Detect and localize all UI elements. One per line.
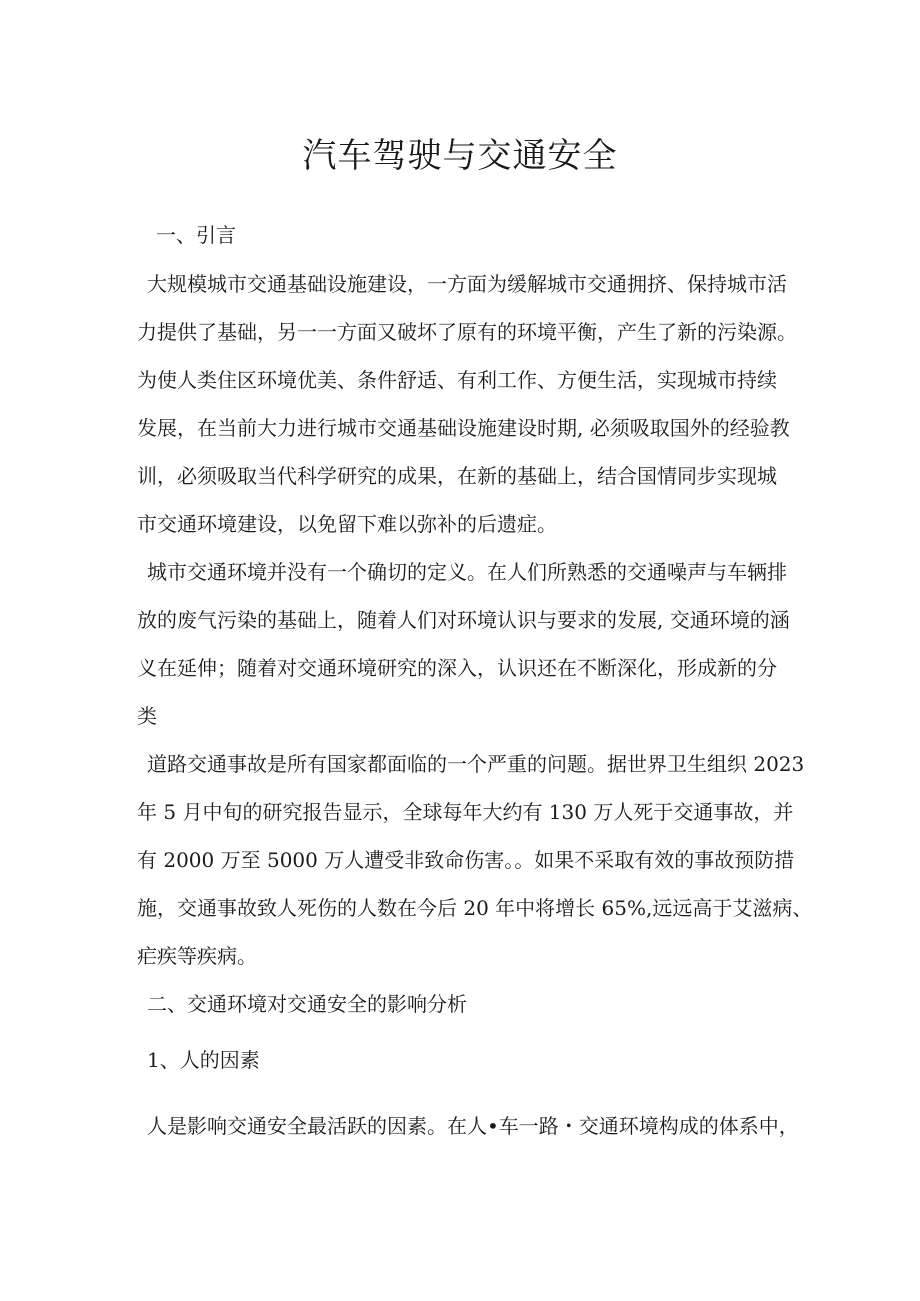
paragraph-3-line: 道路交通事故是所有国家都面临的一个严重的问题。据世界卫生组织 2023 <box>147 752 805 776</box>
paragraph-1-line: 为使人类住区环境优美、条件舒适、有利工作、方便生活，实现城市持续 <box>137 368 777 392</box>
paragraph-3-line: 疟疾等疾病。 <box>137 944 257 968</box>
paragraph-1-line: 市交通环境建设，以免留下难以弥补的后遗症。 <box>137 512 557 536</box>
paragraph-2-line: 城市交通环境并没有一个确切的定义。在人们所熟悉的交通噪声与车辆排 <box>147 560 787 584</box>
heading-section-2: 二、交通环境对交通安全的影响分析 <box>147 992 467 1016</box>
paragraph-2-line: 义在延伸；随着对交通环境研究的深入，认识还在不断深化，形成新的分 <box>137 656 777 680</box>
heading-human-factors: 1、人的因素 <box>147 1048 260 1072</box>
paragraph-3-line: 年 5 月中旬的研究报告显示，全球每年大约有 130 万人死于交通事故，并 <box>137 800 794 824</box>
heading-introduction: 一、引言 <box>156 223 236 247</box>
paragraph-2-line: 放的废气污染的基础上，随着人们对环境认识与要求的发展, 交通环境的涵 <box>137 608 790 632</box>
paragraph-4-line: 人是影响交通安全最活跃的因素。在人•车一路・交通环境构成的体系中， <box>147 1114 799 1138</box>
paragraph-1-line: 发展，在当前大力进行城市交通基础设施建设时期, 必须吸取国外的经验教 <box>137 416 790 440</box>
paragraph-1-line: 大规模城市交通基础设施建设，一方面为缓解城市交通拥挤、保持城市活 <box>147 272 787 296</box>
paragraph-3-line: 有 2000 万至 5000 万人遭受非致命伤害。。如果不采取有效的事故预防措 <box>137 848 795 872</box>
paragraph-3-line: 施，交通事故致人死伤的人数在今后 20 年中将增长 65%,远远高于艾滋病、 <box>137 896 813 920</box>
paragraph-2-line: 类 <box>137 704 157 728</box>
document-title: 汽车驾驶与交通安全 <box>302 136 618 176</box>
paragraph-1-line: 力提供了基础，另一一方面又破坏了原有的环境平衡，产生了新的污染源。 <box>137 320 797 344</box>
paragraph-1-line: 训，必须吸取当代科学研究的成果，在新的基础上，结合国情同步实现城 <box>137 464 777 488</box>
